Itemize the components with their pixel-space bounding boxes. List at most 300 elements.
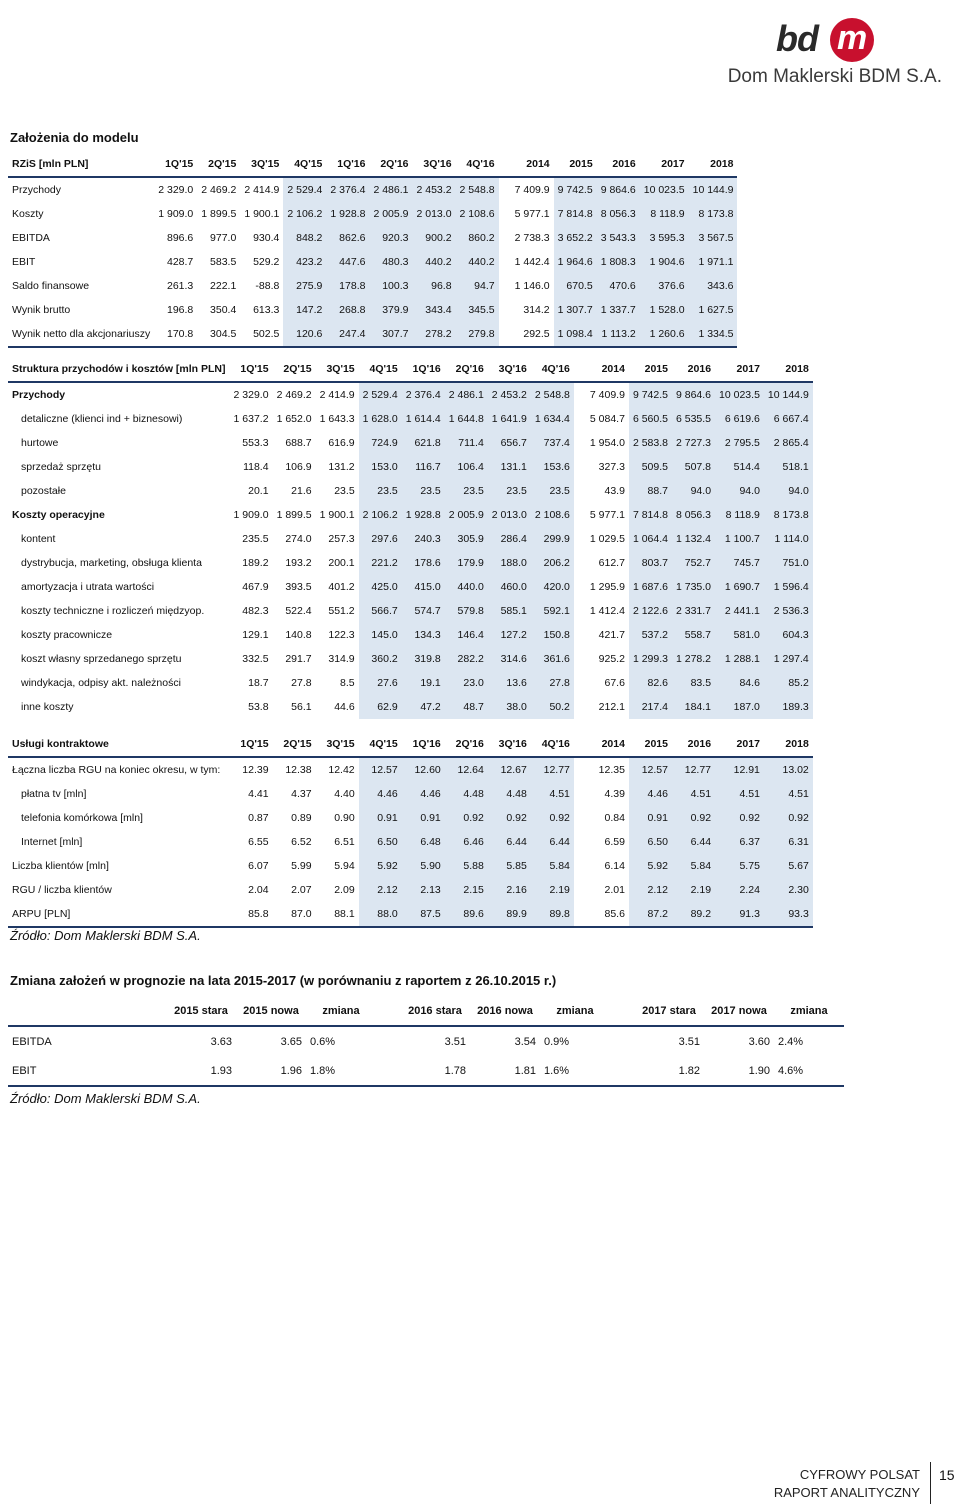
table-cell: 361.6 [531,647,574,671]
column-header: 2017 [640,152,689,177]
table-cell: 0.92 [672,806,715,830]
table-header-row [8,152,737,177]
table-cell: 621.8 [402,431,445,455]
column-header: 2Q'16 [445,732,488,757]
column-header: 3Q'16 [488,732,531,757]
column-gap [574,902,586,927]
table-cell: 2 469.2 [276,389,312,401]
row-label: Wynik brutto [12,304,71,316]
table-cell: 189.2 [242,557,269,569]
column-gap [574,782,586,806]
table-cell: 3 595.3 [640,226,689,250]
table-row [8,431,813,455]
section-title-model: Założenia do modelu [10,130,139,145]
table-cell: 2 013.0 [488,503,531,527]
table-header-row [8,357,813,382]
column-gap [574,647,586,671]
table-cell: 2 122.6 [629,599,672,623]
company-logo [702,8,942,88]
table-cell: 1 260.6 [640,322,689,347]
table-cell: 6.07 [248,860,269,872]
table-cell: 393.5 [285,581,312,593]
table-cell: 2.19 [672,878,715,902]
table-cell: 12.39 [242,764,269,776]
table-cell: 579.8 [445,599,488,623]
table-cell: 299.9 [531,527,574,551]
table-row [8,830,813,854]
table-cell: 470.6 [597,274,640,298]
table-cell: 401.2 [328,581,355,593]
table-cell: 145.0 [359,623,402,647]
table-cell: 574.7 [402,599,445,623]
source-note: Źródło: Dom Maklerski BDM S.A. [10,1091,201,1106]
table-cell: 120.6 [283,322,326,347]
table-cell: 1 299.3 [629,647,672,671]
column-header: 2Q'16 [369,152,412,177]
table-cell: 4.51 [531,782,574,806]
table-cell: 178.6 [402,551,445,575]
column-header: 2015 stara [166,996,236,1026]
table-cell: 44.6 [334,701,355,713]
table-cell: 3.51 [444,1035,466,1048]
table-cell: 1 113.2 [597,322,640,347]
column-header: 3Q'15 [240,152,283,177]
column-header: 2Q'15 [273,732,316,757]
column-gap [499,298,511,322]
table-cell: 428.7 [166,256,194,268]
table-cell: 12.67 [488,757,531,782]
column-header: 2015 [554,152,597,177]
table-cell: 5.99 [291,860,312,872]
table-cell: 179.9 [445,551,488,575]
table-cell: 88.1 [316,902,359,927]
row-label-header: Usługi kontraktowe [8,732,230,757]
column-gap [499,177,511,202]
table-cell: 604.3 [764,623,813,647]
table-cell: 12.57 [359,757,402,782]
table-row [8,298,737,322]
table-row [8,322,737,347]
table-cell: 146.4 [445,623,488,647]
table-cell: 1 412.4 [589,605,625,617]
column-gap [574,455,586,479]
table-cell: 292.5 [511,322,554,347]
company-name: Dom Maklerski BDM S.A. [727,66,942,87]
table-cell: 127.2 [488,623,531,647]
table-cell: 0.92 [445,806,488,830]
source-note: Źródło: Dom Maklerski BDM S.A. [10,928,201,943]
table-cell: 8 173.8 [764,503,813,527]
table-cell: 2 005.9 [445,503,488,527]
table-cell: 56.1 [291,701,312,713]
table-cell: 5.92 [359,854,402,878]
table-cell: 170.8 [154,322,197,347]
column-gap [574,854,586,878]
column-header: 2Q'16 [445,357,488,382]
table-cell: 1.81 [470,1056,540,1086]
table-cell: 18.7 [248,677,269,689]
table-cell: 4.39 [604,788,625,800]
table-cell: 6.44 [531,830,574,854]
table-cell: 360.2 [359,647,402,671]
forecast-change-table [8,996,844,1087]
table-cell: 5.67 [764,854,813,878]
table-cell: 514.4 [715,455,764,479]
table-row [8,274,737,298]
table-cell: 1 098.4 [554,322,597,347]
column-header: 2014 [586,357,629,382]
table-cell: 977.0 [210,232,237,244]
table-cell: 12.60 [402,757,445,782]
table-cell: 13.6 [488,671,531,695]
table-cell: 3.63 [210,1035,232,1048]
table-cell: 275.9 [283,274,326,298]
table-cell: 8 118.9 [715,503,764,527]
table-cell: 2 453.2 [488,382,531,407]
table-cell: 1 899.5 [276,509,312,521]
table-cell: 235.5 [242,533,269,545]
table-cell: 1 628.0 [359,407,402,431]
table-cell: 421.7 [598,629,625,641]
column-header: 4Q'15 [283,152,326,177]
column-header: 2015 [629,357,672,382]
column-gap [574,431,586,455]
table-cell: 2.04 [248,884,269,896]
table-cell: 23.5 [488,479,531,503]
row-label: ARPU [PLN] [8,902,230,927]
table-cell: 2 529.4 [359,382,402,407]
table-cell: 268.8 [326,298,369,322]
table-cell: 420.0 [531,575,574,599]
table-cell: 8 056.3 [597,202,640,226]
column-header: 4Q'16 [531,732,574,757]
row-label: Liczba klientów [mln] [12,860,109,872]
table-cell: 1 687.6 [629,575,672,599]
table-cell: 5.94 [334,860,355,872]
table-cell: 6.44 [488,830,531,854]
table-row [8,695,813,719]
table-cell: 89.6 [445,902,488,927]
table-cell: 5.88 [445,854,488,878]
column-gap [499,202,511,226]
column-header: 2016 [672,732,715,757]
table-cell: 1 652.0 [276,413,312,425]
table-cell: 5.75 [715,854,764,878]
table-cell: 23.5 [334,485,355,497]
table-cell: 27.8 [291,677,312,689]
table-cell: 85.6 [586,902,629,927]
table-cell: 1 029.5 [589,533,625,545]
table-cell: 62.9 [359,695,402,719]
table-row [8,575,813,599]
table-cell: 1.6% [540,1056,610,1086]
table-cell: 1 954.0 [589,437,625,449]
table-cell: 2 106.2 [359,503,402,527]
table-cell: 332.5 [242,653,269,665]
row-label: inne koszty [21,701,74,713]
table-cell: 656.7 [488,431,531,455]
table-cell: 122.3 [328,629,355,641]
table-cell: 0.91 [629,806,672,830]
table-cell: 0.90 [334,812,355,824]
table-cell: 1 307.7 [554,298,597,322]
table-cell: 150.8 [531,623,574,647]
table-cell: 6 560.5 [629,407,672,431]
table-cell: 8 056.3 [672,503,715,527]
table-cell: 21.6 [291,485,312,497]
row-label: hurtowe [21,437,59,449]
table-cell: 6.52 [291,836,312,848]
table-cell: 2 453.2 [413,177,456,202]
table-cell: 82.6 [629,671,672,695]
table-cell: 529.2 [253,256,280,268]
table-cell: 94.0 [715,479,764,503]
table-cell: 4.48 [445,782,488,806]
table-cell: 1 442.4 [514,256,550,268]
table-cell: 2.12 [629,878,672,902]
column-gap [499,274,511,298]
row-label: koszty techniczne i rozliczeń międzyop. [21,605,205,617]
table-cell: 751.0 [764,551,813,575]
table-cell: 100.3 [369,274,412,298]
table-cell: 1 641.9 [488,407,531,431]
table-row [8,1056,844,1086]
column-gap [574,878,586,902]
table-cell: 187.0 [715,695,764,719]
table-cell: 12.42 [328,764,355,776]
table-cell: 3 567.5 [689,226,738,250]
table-cell: 1.8% [306,1056,376,1086]
column-header: 1Q'15 [230,357,273,382]
table-row [8,226,737,250]
table-cell: 23.5 [445,479,488,503]
table-cell: 585.1 [488,599,531,623]
table-cell: 1 637.2 [233,413,269,425]
table-cell: 184.1 [672,695,715,719]
column-header: 3Q'15 [316,732,359,757]
table-cell: 480.3 [369,250,412,274]
table-cell: 2.15 [445,878,488,902]
table-cell: 5.90 [402,854,445,878]
table-row [8,202,737,226]
table-row [8,479,813,503]
table-cell: 96.8 [413,274,456,298]
logo-circle: m [830,18,874,62]
row-label-header: RZiS [mln PLN] [8,152,154,177]
row-label: koszt własny sprzedanego sprzętu [21,653,182,665]
table-cell: 1.78 [376,1056,470,1086]
table-cell: 1.90 [704,1056,774,1086]
table-cell: 1.96 [236,1056,306,1086]
table-cell: 129.1 [242,629,269,641]
table-cell: 305.9 [445,527,488,551]
table-cell: 482.3 [242,605,269,617]
table-cell: 189.3 [764,695,813,719]
table-cell: 558.7 [672,623,715,647]
table-cell: 314.9 [328,653,355,665]
table-cell: 7 409.9 [589,389,625,401]
table-cell: 583.5 [210,256,237,268]
column-header: 2014 [586,732,629,757]
table-cell: 4.46 [629,782,672,806]
table-cell: 2.07 [291,884,312,896]
table-cell: 0.92 [488,806,531,830]
table-cell: 612.7 [598,557,625,569]
table-cell: 217.4 [629,695,672,719]
row-label: windykacja, odpisy akt. należności [21,677,181,689]
table-cell: 2 441.1 [715,599,764,623]
table-cell: 3.54 [514,1035,536,1048]
column-header: zmiana [774,996,844,1026]
row-label: EBITDA [12,1035,52,1048]
table-cell: 2 376.4 [402,382,445,407]
column-header: 2018 [689,152,738,177]
column-gap [499,226,511,250]
row-label: detaliczne (klienci ind + biznesowi) [21,413,183,425]
column-gap [574,732,586,757]
table-row [8,647,813,671]
table-cell: 87.0 [273,902,316,927]
table-cell: 13.02 [764,757,813,782]
table-cell: 261.3 [166,280,194,292]
table-cell: 1 928.8 [326,202,369,226]
table-cell: 47.2 [402,695,445,719]
table-cell: 327.3 [598,461,625,473]
table-cell: 566.7 [359,599,402,623]
column-header: 2017 [715,732,764,757]
table-cell: 6.50 [359,830,402,854]
table-cell: 274.0 [285,533,312,545]
table-cell: 0.84 [604,812,625,824]
table-cell: 1 596.4 [764,575,813,599]
table-cell: 4.51 [715,782,764,806]
table-cell: 6 535.5 [672,407,715,431]
table-cell: 8 173.8 [689,202,738,226]
row-label: dystrybucja, marketing, obsługa klienta [21,557,202,569]
table-cell: 2 329.0 [233,389,269,401]
table-cell: 522.4 [285,605,312,617]
column-gap [574,830,586,854]
table-cell: 67.6 [604,677,625,689]
table-row [8,671,813,695]
table-cell: 376.6 [640,274,689,298]
row-label: EBIT [8,1056,166,1086]
column-header: 2016 nowa [470,996,540,1026]
column-header: 2016 [597,152,640,177]
table-cell: 116.7 [402,455,445,479]
row-label: Saldo finansowe [12,280,90,292]
table-cell: 1 614.4 [402,407,445,431]
table-cell: 613.3 [253,304,280,316]
table-cell: 1 528.0 [640,298,689,322]
table-cell: 896.6 [166,232,194,244]
table-cell: 592.1 [531,599,574,623]
table-cell: 5.92 [629,854,672,878]
table-cell: 1 909.0 [233,509,269,521]
table-cell: 803.7 [629,551,672,575]
table-cell: 3 652.2 [554,226,597,250]
table-cell: 1 964.6 [554,250,597,274]
table-cell: 307.7 [369,322,412,347]
table-cell: 23.5 [359,479,402,503]
column-header: 2014 [511,152,554,177]
row-label: kontent [21,533,56,545]
column-gap [574,382,586,407]
table-cell: 178.8 [326,274,369,298]
table-cell: 4.46 [359,782,402,806]
table-cell: 88.7 [629,479,672,503]
table-cell: 688.7 [285,437,312,449]
table-cell: 862.6 [326,226,369,250]
spacer-cell [8,719,813,732]
table-cell: 1 899.5 [201,208,237,220]
column-gap [499,322,511,347]
table-cell: 2.12 [359,878,402,902]
table-cell: 6 667.4 [764,407,813,431]
table-cell: 6.50 [629,830,672,854]
column-gap [499,152,511,177]
table-cell: 6.44 [672,830,715,854]
table-cell: 84.6 [715,671,764,695]
table-cell: 1 690.7 [715,575,764,599]
model-assumptions-table [8,152,737,348]
table-cell: 85.8 [230,902,273,927]
table-cell: 518.1 [764,455,813,479]
table-cell: 440.0 [445,575,488,599]
table-cell: 1 295.9 [589,581,625,593]
table-cell: 3.60 [748,1035,770,1048]
table-row [8,878,813,902]
row-label: pozostałe [21,485,66,497]
table-cell: 4.48 [488,782,531,806]
table-cell: 5 084.7 [589,413,625,425]
table-cell: 1 146.0 [514,280,550,292]
table-cell: 6.37 [715,830,764,854]
table-cell: 900.2 [413,226,456,250]
column-gap [574,527,586,551]
column-header: 2017 [715,357,764,382]
table-cell: 1.93 [166,1056,236,1086]
table-row [8,527,813,551]
table-cell: 2 414.9 [244,184,280,196]
table-cell: 1 634.4 [531,407,574,431]
table-cell: 1 735.0 [672,575,715,599]
table-cell: 1 900.1 [244,208,280,220]
table-cell: 23.5 [402,479,445,503]
table-cell: 153.0 [359,455,402,479]
table-cell: 350.4 [210,304,237,316]
column-gap [574,357,586,382]
table-cell: 1 928.8 [402,503,445,527]
column-header: 2018 [764,357,813,382]
row-label: płatna tv [mln] [21,788,87,800]
table-cell: 4.6% [774,1056,844,1086]
row-label: Przychody [12,389,66,401]
table-row [8,455,813,479]
table-row [8,757,813,782]
table-cell: 2 469.2 [201,184,237,196]
table-cell: 10 144.9 [764,382,813,407]
column-gap [574,575,586,599]
table-cell: 2 414.9 [319,389,355,401]
column-header: 2Q'15 [273,357,316,382]
table-cell: 551.2 [328,605,355,617]
column-header: zmiana [540,996,610,1026]
table-cell: 2 727.3 [672,431,715,455]
table-cell: 89.2 [672,902,715,927]
column-header: 3Q'15 [316,357,359,382]
table-cell: 88.0 [359,902,402,927]
